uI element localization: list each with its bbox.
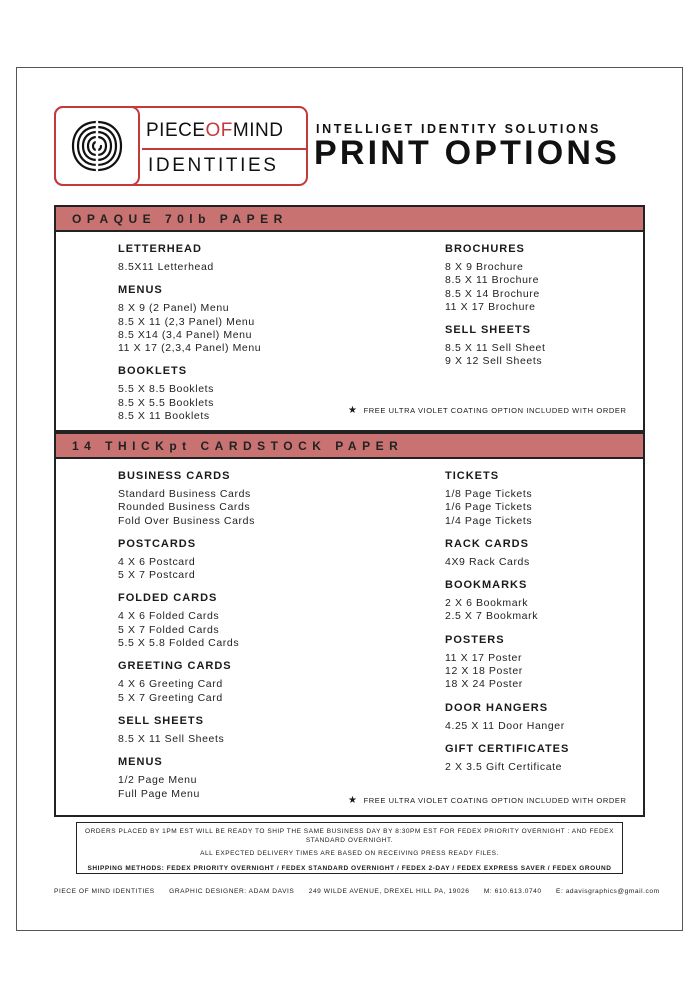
product-group-heading: BOOKLETS (118, 365, 188, 378)
product-item: Rounded Business Cards (118, 501, 251, 514)
product-item: 5 X 7 Greeting Card (118, 691, 223, 704)
product-group (118, 660, 255, 705)
star-icon: ★ (348, 405, 358, 416)
product-group (445, 470, 569, 528)
product-item: 1/6 Page Tickets (445, 501, 533, 514)
product-item: 4 X 6 Postcard (118, 555, 196, 568)
uv-coating-note: ★ FREE ULTRA VIOLET COATING OPTION INCLUDED WITH ORDER (348, 405, 627, 416)
product-item: 2.5 X 7 Bookmark (445, 610, 539, 623)
product-item: 4X9 Rack Cards (445, 555, 530, 568)
product-item: 8 X 9 (2 Panel) Menu (118, 302, 230, 315)
shipping-line: ORDERS PLACED BY 1PM EST WILL BE READY TO SHIP THE SAME BUSINESS DAY BY 8:30PM EST FOR FEDEX PRIORITY OVERNIGHT : AND FEDEX STANDARD OVERNIGHT. (85, 828, 614, 844)
product-item: 8 X 9 Brochure (445, 261, 524, 273)
product-group-heading: MENUS (118, 284, 163, 297)
product-group-heading: BROCHURES (445, 243, 525, 255)
product-item: 8.5 X 11 Sell Sheets (118, 732, 225, 745)
product-group-heading: POSTCARDS (118, 537, 197, 550)
product-group (445, 743, 569, 774)
product-group (445, 538, 569, 569)
left-column (118, 470, 255, 811)
footer-email[interactable]: E: adavisgraphics@gmail.com (556, 888, 660, 895)
product-item: 5 X 7 Folded Cards (118, 623, 220, 636)
product-group (118, 715, 255, 746)
left-column (118, 243, 261, 433)
footer-phone: M: 610.613.0740 (483, 888, 542, 895)
product-item: 12 X 18 Poster (445, 665, 523, 678)
right-column (445, 243, 546, 379)
shipping-methods: SHIPPING METHODS: FEDEX PRIORITY OVERNIGHT / FEDEX STANDARD OVERNIGHT / FEDEX 2-DAY / FEDEX EXPRESS SAVER / FEDEX GROUND (87, 864, 612, 872)
product-item: 8.5 X 5.5 Booklets (118, 396, 215, 409)
product-item: 5.5 X 5.8 Folded Cards (118, 637, 240, 650)
product-group (445, 243, 546, 314)
product-group-heading: GREETING CARDS (118, 660, 232, 673)
product-group-heading: FOLDED CARDS (118, 592, 218, 605)
footer-address: 249 WILDE AVENUE, DREXEL HILL PA, 19026 (308, 888, 470, 895)
product-item: 2 X 3.5 Gift Certificate (445, 760, 563, 773)
product-group-heading: SELL SHEETS (445, 324, 531, 337)
product-group (118, 284, 261, 355)
product-group-heading: DOOR HANGERS (445, 701, 549, 714)
product-item: Full Page Menu (118, 787, 200, 800)
product-item: 8.5 X 14 Brochure (445, 287, 540, 300)
product-item: 5.5 X 8.5 Booklets (118, 383, 215, 396)
section-opaque-paper (54, 205, 645, 432)
product-item: 11 X 17 Brochure (445, 300, 536, 313)
brand-name-top: PIECEOFMIND (146, 120, 284, 141)
page-title: PRINT OPTIONS (314, 134, 621, 172)
product-item: Fold Over Business Cards (118, 514, 255, 527)
product-group (118, 365, 261, 423)
product-item: 8.5X11 Letterhead (118, 261, 214, 273)
product-item: 5 X 7 Postcard (118, 569, 196, 582)
product-group (445, 634, 569, 692)
right-column (445, 470, 569, 784)
product-item: 1/4 Page Tickets (445, 514, 533, 527)
product-group (118, 470, 255, 528)
fingerprint-icon (54, 106, 140, 186)
product-item: 11 X 17 Poster (445, 651, 523, 664)
footer-designer: GRAPHIC DESIGNER: ADAM DAVIS (169, 888, 295, 895)
product-item: 4.25 X 11 Door Hanger (445, 719, 565, 732)
product-group-heading: GIFT CERTIFICATES (445, 742, 570, 755)
product-item: 1/2 Page Menu (118, 774, 198, 787)
product-item: 8.5 X 11 Sell Sheet (445, 342, 546, 355)
product-item: 8.5 X 11 (2,3 Panel) Menu (118, 315, 255, 328)
product-item: 8.5 X 11 Booklets (118, 410, 210, 423)
product-group-heading: LETTERHEAD (118, 243, 202, 255)
section-title: OPAQUE 70lb PAPER (56, 207, 643, 232)
product-group (445, 579, 569, 624)
product-item: 1/8 Page Tickets (445, 488, 533, 500)
product-item: 4 X 6 Greeting Card (118, 678, 223, 691)
shipping-line: ALL EXPECTED DELIVERY TIMES ARE BASED ON RECEIVING PRESS READY FILES. (200, 850, 499, 857)
section-cardstock-paper (54, 432, 645, 817)
product-group-heading: BOOKMARKS (445, 579, 528, 592)
uv-coating-note: ★ FREE ULTRA VIOLET COATING OPTION INCLUDED WITH ORDER (348, 795, 627, 806)
product-item: Standard Business Cards (118, 488, 251, 500)
product-item: 4 X 6 Folded Cards (118, 610, 220, 623)
product-item: 8.5 X14 (3,4 Panel) Menu (118, 328, 253, 341)
product-group (118, 538, 255, 583)
product-group-heading: POSTERS (445, 633, 505, 646)
product-group (445, 702, 569, 733)
footer-company: PIECE OF MIND IDENTITIES (54, 888, 155, 895)
star-icon: ★ (348, 795, 358, 806)
brand-logo (54, 106, 308, 186)
section-title: 14 THICKpt CARDSTOCK PAPER (56, 432, 643, 459)
product-group-heading: BUSINESS CARDS (118, 470, 231, 482)
product-group (118, 756, 255, 801)
brand-divider (142, 148, 306, 150)
product-group-heading: MENUS (118, 756, 163, 769)
product-item: 18 X 24 Poster (445, 678, 523, 691)
footer (54, 888, 672, 895)
product-group-heading: RACK CARDS (445, 537, 529, 550)
product-item: 8.5 X 11 Brochure (445, 274, 540, 287)
shipping-info (76, 822, 623, 874)
product-group (445, 324, 546, 369)
product-group-heading: SELL SHEETS (118, 714, 204, 727)
product-group-heading: TICKETS (445, 470, 500, 482)
product-item: 2 X 6 Bookmark (445, 597, 529, 610)
product-item: 11 X 17 (2,3,4 Panel) Menu (118, 342, 262, 355)
tagline: INTELLIGET IDENTITY SOLUTIONS (316, 122, 601, 136)
product-group (118, 243, 261, 274)
brand-name-bottom: IDENTITIES (148, 155, 279, 176)
product-item: 9 X 12 Sell Sheets (445, 355, 543, 368)
product-group (118, 592, 255, 650)
